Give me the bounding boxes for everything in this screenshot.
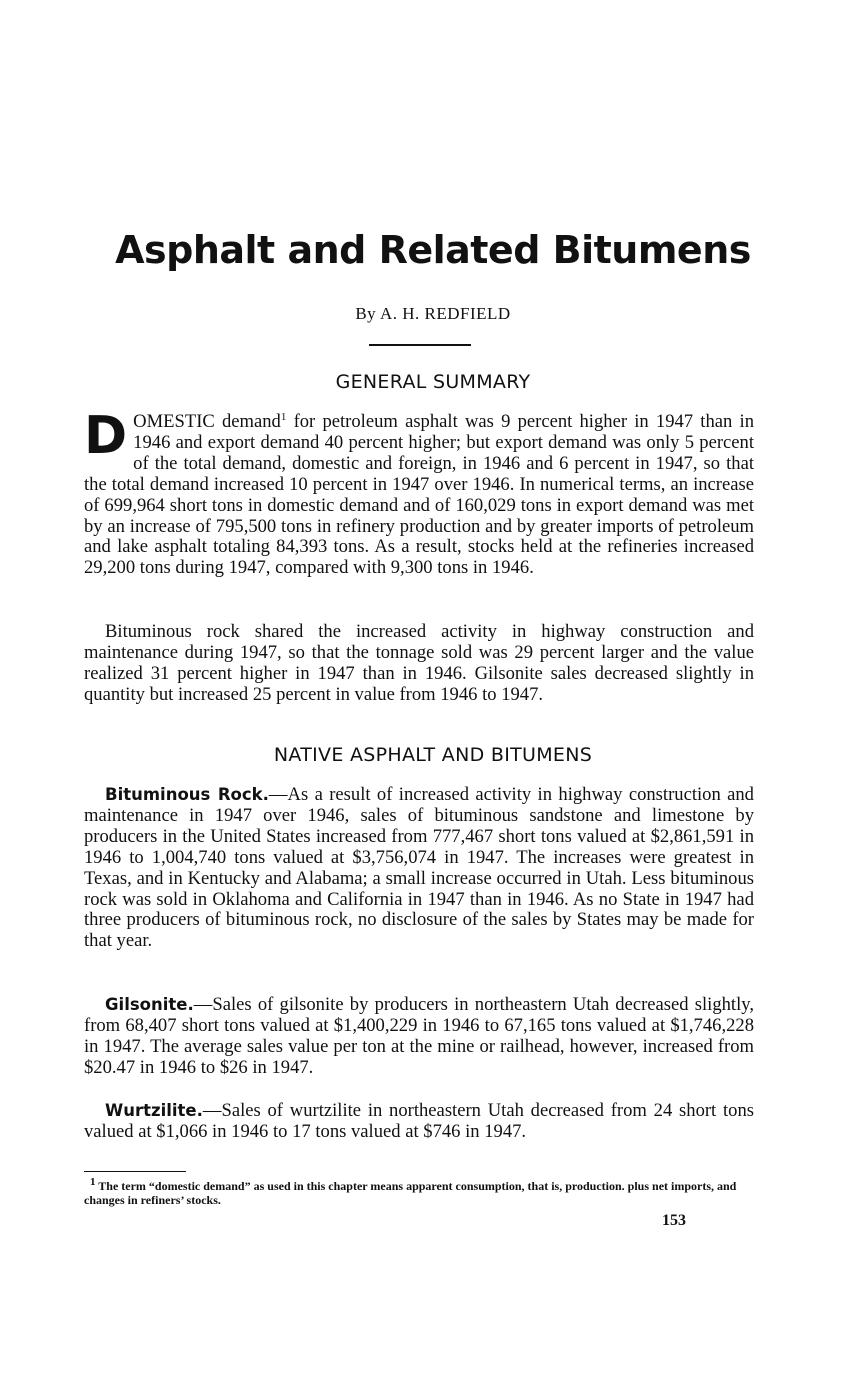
paragraph-bituminous-rock xyxy=(84,785,754,952)
paragraph-text: for petroleum asphalt was 9 percent higher in 1947 than in 1946 and export demand 40 percent higher; but export demand was only 5 percent of the total demand, domestic and foreign, in 1946 and 6 percent in 1947, so that the total demand increased 10 percent in 1947 over 1946. In numerical terms, an increase of 699,964 short tons in domestic demand and of 160,029 tons in export demand was met by an increase of 795,500 tons in refinery production and by greater imports of petroleum and lake asphalt totaling 84,393 tons. As a result, stocks held at the refineries increased 29,200 tons during 1947, compared with 9,300 tons in 1946. xyxy=(84,411,754,579)
footnote-divider xyxy=(84,1171,186,1172)
section-heading-native-asphalt: NATIVE ASPHALT AND BITUMENS xyxy=(273,744,593,766)
chapter-title: Asphalt and Related Bitumens xyxy=(115,228,751,272)
paragraph-text: —As a result of increased activity in highway construction and maintenance in 1947 over 1946, sales of bituminous sandstone and limestone by producers in the United States increased from 777,467 short tons valued at $2,861,591 in 1946 to 1,004,740 tons valued at $3,756,074 in 1947. The increases were greatest in Texas, and in Kentucky and Alabama; a small increase occurred in Utah. Less bituminous rock was sold in Oklahoma and California in 1947 than in 1946. As no State in 1947 had three producers of bituminous rock, no disclosure of the sales by States may be made for that year. xyxy=(84,784,754,952)
author-byline: By A. H. REDFIELD xyxy=(355,304,511,323)
page-number: 153 xyxy=(662,1212,686,1229)
runin-heading-wurtzilite: Wurtzilite. xyxy=(105,1101,203,1120)
runin-heading-bituminous-rock: Bituminous Rock. xyxy=(105,785,269,804)
title-divider xyxy=(369,344,471,346)
paragraph-gilsonite xyxy=(84,995,754,1079)
paragraph-text: —Sales of gilsonite by producers in northeastern Utah decreased slightly, from 68,407 short tons valued at $1,400,229 in 1946 to 67,165 tons valued at $1,746,228 in 1947. The average sales value per ton at the mine or railhead, however, increased from $20.47 in 1946 to $26 in 1947. xyxy=(84,994,754,1078)
paragraph-domestic-demand xyxy=(84,406,754,579)
drop-cap: D xyxy=(84,406,128,466)
section-heading-general-summary: GENERAL SUMMARY xyxy=(335,371,531,393)
footnote xyxy=(84,1176,754,1207)
paragraph-text: —Sales of wurtzilite in northeastern Utah decreased from 24 short tons valued at $1,066 in 1946 to 17 tons valued at $746 in 1947. xyxy=(84,1100,754,1142)
footnote-marker: 1 xyxy=(90,1176,96,1188)
paragraph-lead-text: OMESTIC demand xyxy=(133,411,281,432)
paragraph-bituminous-summary: Bituminous rock shared the increased activity in highway construction and maintenance during 1947, so that the tonnage sold was 29 percent larger and the value realized 31 percent higher in 1947 than in 1946. Gilsonite sales decreased slightly in quantity but increased 25 percent in value from 1946 to 1947. xyxy=(84,621,754,705)
runin-heading-gilsonite: Gilsonite. xyxy=(105,995,194,1014)
paragraph-wurtzilite xyxy=(84,1101,754,1143)
footnote-text: The term “domestic demand” as used in this chapter means apparent consumption, that is, production. plus net imports, and changes in refiners’ stocks. xyxy=(84,1179,737,1207)
footnote-reference: 1 xyxy=(280,410,287,423)
